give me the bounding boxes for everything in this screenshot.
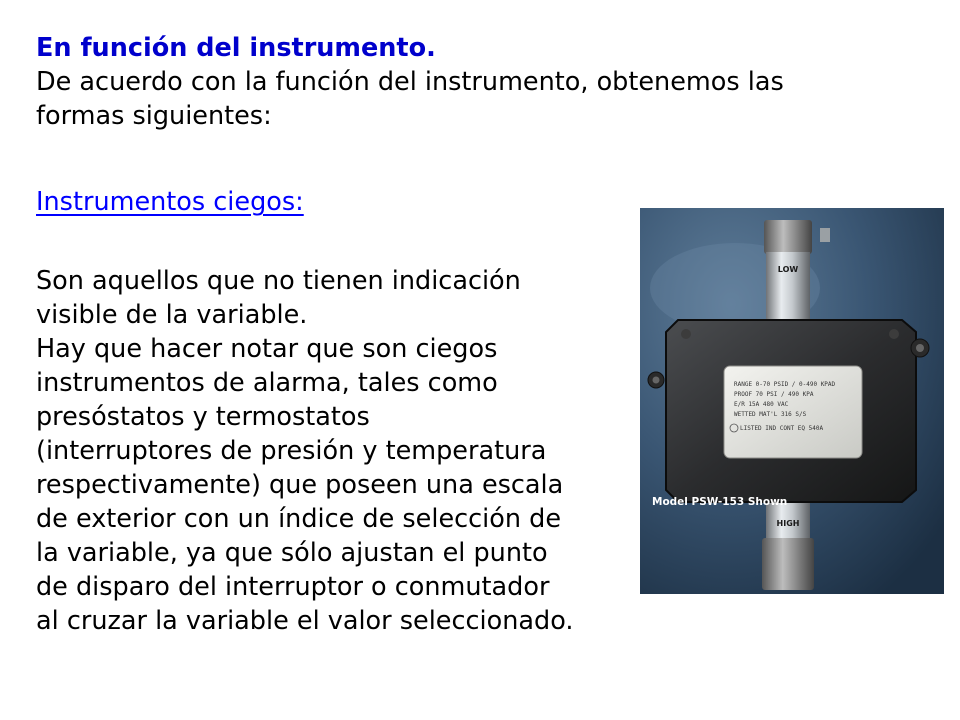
blind-instruments-link[interactable]: Instrumentos ciegos:: [36, 187, 304, 217]
low-port-label: LOW: [777, 265, 799, 274]
body-line: (interruptores de presión y temperatura: [36, 436, 547, 466]
intro-line: formas siguientes:: [36, 101, 272, 131]
intro-paragraph: [36, 65, 784, 133]
nameplate-line: E/R 15A 480 VAC: [734, 401, 789, 408]
body-line: de exterior con un índice de selección de: [36, 504, 562, 534]
nameplate-line: PROOF 70 PSI / 490 KPA: [734, 391, 814, 398]
body-paragraph: [36, 264, 573, 638]
body-line: Hay que hacer notar que son ciegos: [36, 334, 498, 364]
nameplate-line: RANGE 0-70 PSID / 0-490 KPAD: [734, 381, 836, 388]
slide-heading: En función del instrumento.: [36, 33, 436, 63]
pressure-switch-photo: [640, 208, 944, 594]
body-line: al cruzar la variable el valor seleccionado.: [36, 606, 574, 636]
photo-caption: Model PSW-153 Shown: [652, 496, 788, 508]
body-line: la variable, ya que sólo ajustan el punto: [36, 538, 548, 568]
body-line: respectivamente) que poseen una escala: [36, 470, 564, 500]
body-line: de disparo del interruptor o conmutador: [36, 572, 550, 602]
body-line: visible de la variable.: [36, 300, 308, 330]
intro-line: De acuerdo con la función del instrumento, obtenemos las: [36, 67, 784, 97]
body-line: presóstatos y termostatos: [36, 402, 370, 432]
nameplate-line: WETTED MAT'L 316 S/S: [734, 411, 807, 418]
nameplate-line: LISTED IND CONT EQ 540A: [740, 425, 824, 432]
body-line: Son aquellos que no tienen indicación: [36, 266, 521, 296]
high-port-label: HIGH: [776, 519, 800, 528]
body-line: instrumentos de alarma, tales como: [36, 368, 498, 398]
